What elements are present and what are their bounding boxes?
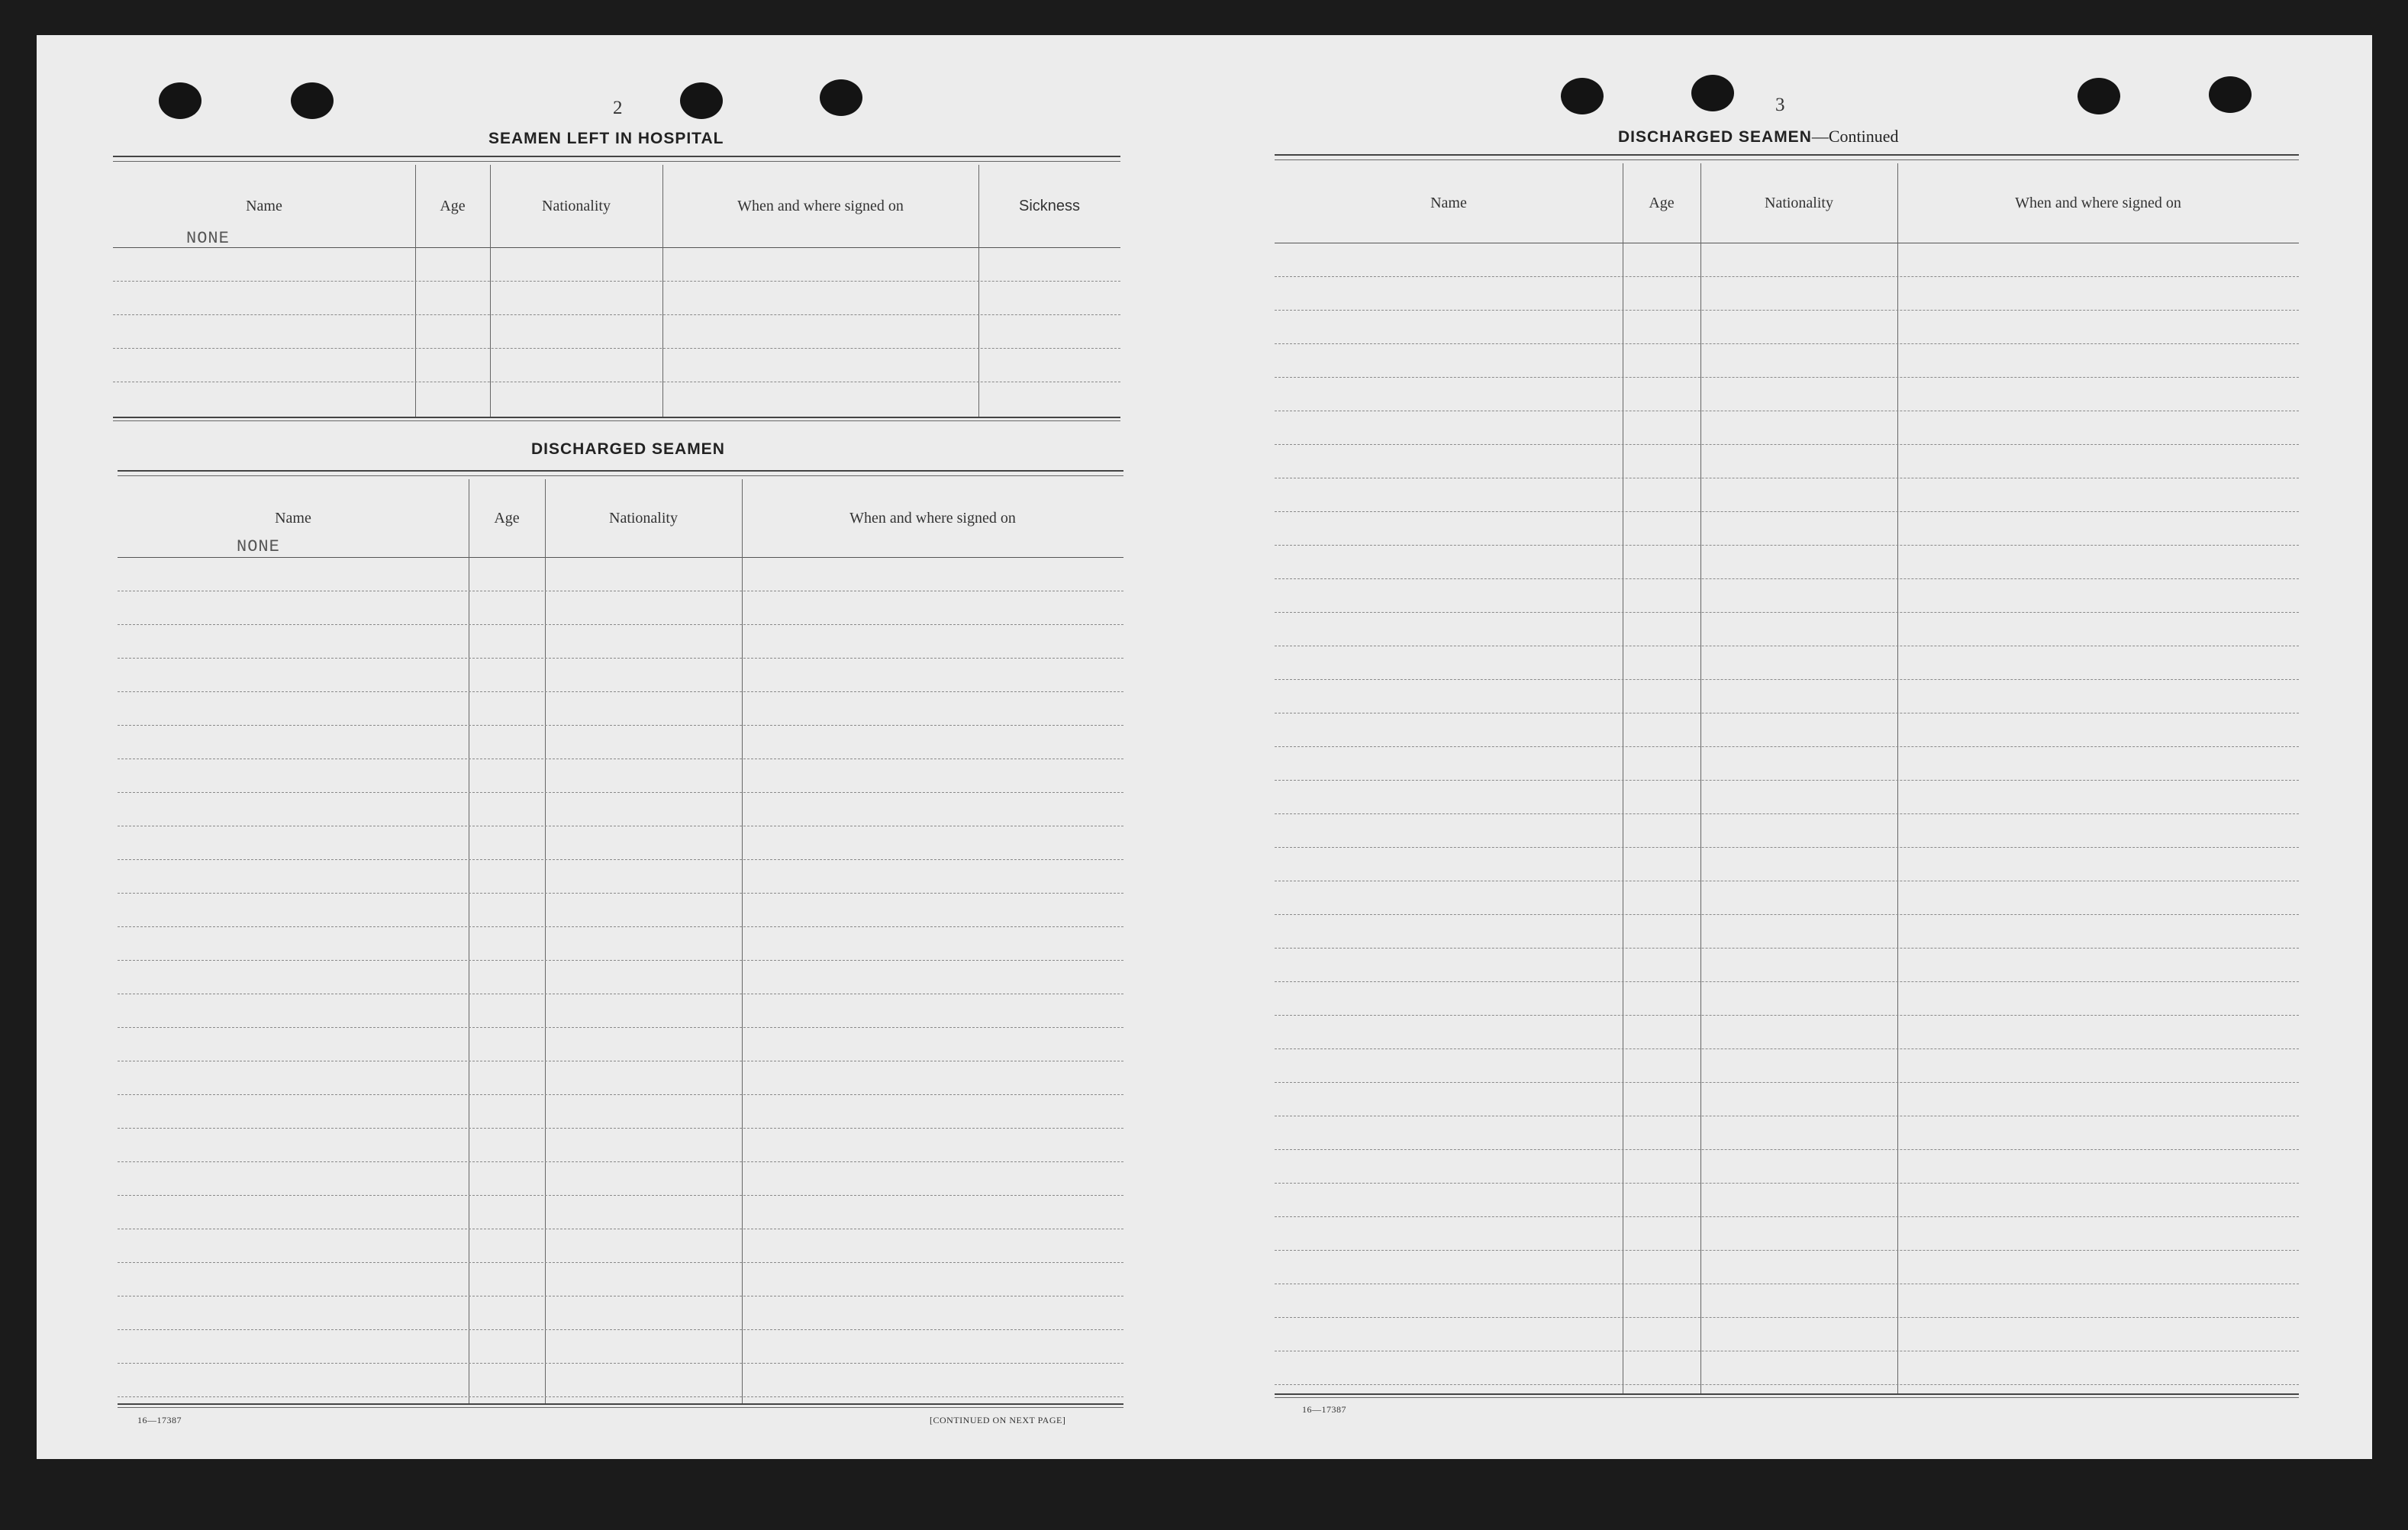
table-row-rule [1275,914,2299,915]
table-row-rule [1275,813,2299,814]
table-row-rule [118,1363,1123,1364]
table-row-rule [1275,1216,2299,1217]
table-row-rule [1275,1015,2299,1016]
table-row-rule [118,960,1123,961]
table-row-rule [1275,1048,2299,1049]
table-row-rule [118,1027,1123,1028]
table-row-rule [118,1161,1123,1162]
table-row-rule [118,691,1123,692]
punch-hole [2078,78,2120,114]
table-row-rule [1275,948,2299,949]
form-number: 16—17387 [137,1415,182,1425]
column-header-when-and-where-signed-on: When and where signed on [737,197,904,214]
table-row-rule [1275,310,2299,311]
table-bottom-rule [113,417,1120,421]
page-number: 3 [1775,95,1785,115]
punch-hole [1561,78,1604,114]
table-row-rule [1275,377,2299,378]
table-row-rule [118,1195,1123,1196]
punch-hole [820,79,862,116]
title-rule [1275,154,2299,160]
table-row-rule [1275,612,2299,613]
column-divider [1700,163,1701,1395]
table-row-rule [1275,276,2299,277]
table-row-rule [113,348,1120,349]
table-row-rule [118,1396,1123,1397]
section-title-suffix: —Continued [1811,127,1899,146]
table-row-rule [1275,578,2299,579]
table-row-rule [1275,1250,2299,1251]
punch-hole [159,82,201,119]
table-row-rule [118,926,1123,927]
table-row-rule [1275,545,2299,546]
title-rule [113,156,1120,162]
none-stamp: NONE [186,229,230,248]
table-row-rule [118,1094,1123,1095]
section-title-text: DISCHARGED SEAMEN [1618,128,1812,146]
table-bottom-rule [118,1403,1123,1408]
punch-hole [680,82,723,119]
column-header-when-and-where-signed-on: When and where signed on [2015,194,2181,211]
table-row-rule [1275,780,2299,781]
table-row-rule [1275,1317,2299,1318]
column-header-age: Age [440,197,466,214]
table-row-rule [1275,1183,2299,1184]
column-header-name: Name [275,509,311,527]
table-row-rule [1275,746,2299,747]
column-header-age: Age [1649,194,1675,211]
section-title-hospital: SEAMEN LEFT IN HOSPITAL [488,130,724,147]
table-row-rule [118,725,1123,726]
column-header-nationality: Nationality [1765,194,1833,211]
column-header-nationality: Nationality [609,509,678,527]
column-divider [545,479,546,1404]
column-header-name: Name [246,197,282,214]
column-divider [1897,163,1898,1395]
discharged-continued-table [1275,163,2299,1395]
table-row-rule [118,859,1123,860]
table-row-rule [118,1262,1123,1263]
table-row-rule [118,792,1123,793]
table-row-rule [1275,1082,2299,1083]
punch-hole [2209,76,2252,113]
column-header-nationality: Nationality [542,197,611,214]
table-row-rule [1275,511,2299,512]
register-sheet [37,35,2372,1459]
none-stamp: NONE [237,537,280,556]
table-row-rule [1275,343,2299,344]
table-row-rule [113,314,1120,315]
section-title-discharged: DISCHARGED SEAMEN [531,440,725,458]
column-header-name: Name [1430,194,1467,211]
table-row-rule [113,281,1120,282]
section-title-discharged-continued [1618,127,1899,147]
table-row-rule [1275,1149,2299,1150]
table-row-rule [118,1329,1123,1330]
title-rule [118,470,1123,476]
column-header-sickness: Sickness [1018,197,1081,214]
column-header-when-and-where-signed-on: When and where signed on [849,509,1016,527]
table-row-rule [118,624,1123,625]
table-row-rule [1275,847,2299,848]
hospital-table [113,165,1120,418]
punch-hole [291,82,334,119]
column-divider [742,479,743,1404]
table-row-rule [1275,444,2299,445]
table-row-rule [118,658,1123,659]
table-bottom-rule [1275,1393,2299,1398]
discharged-table [118,479,1123,1404]
table-row-rule [1275,1384,2299,1385]
table-row-rule [1275,679,2299,680]
table-row-rule [118,893,1123,894]
punch-hole [1691,75,1734,111]
table-row-rule [118,1128,1123,1129]
continued-note: [CONTINUED ON NEXT PAGE] [930,1415,1066,1425]
table-row-rule [1275,981,2299,982]
page-number: 2 [613,98,623,118]
column-header-age: Age [494,509,520,527]
form-number: 16—17387 [1302,1404,1346,1415]
